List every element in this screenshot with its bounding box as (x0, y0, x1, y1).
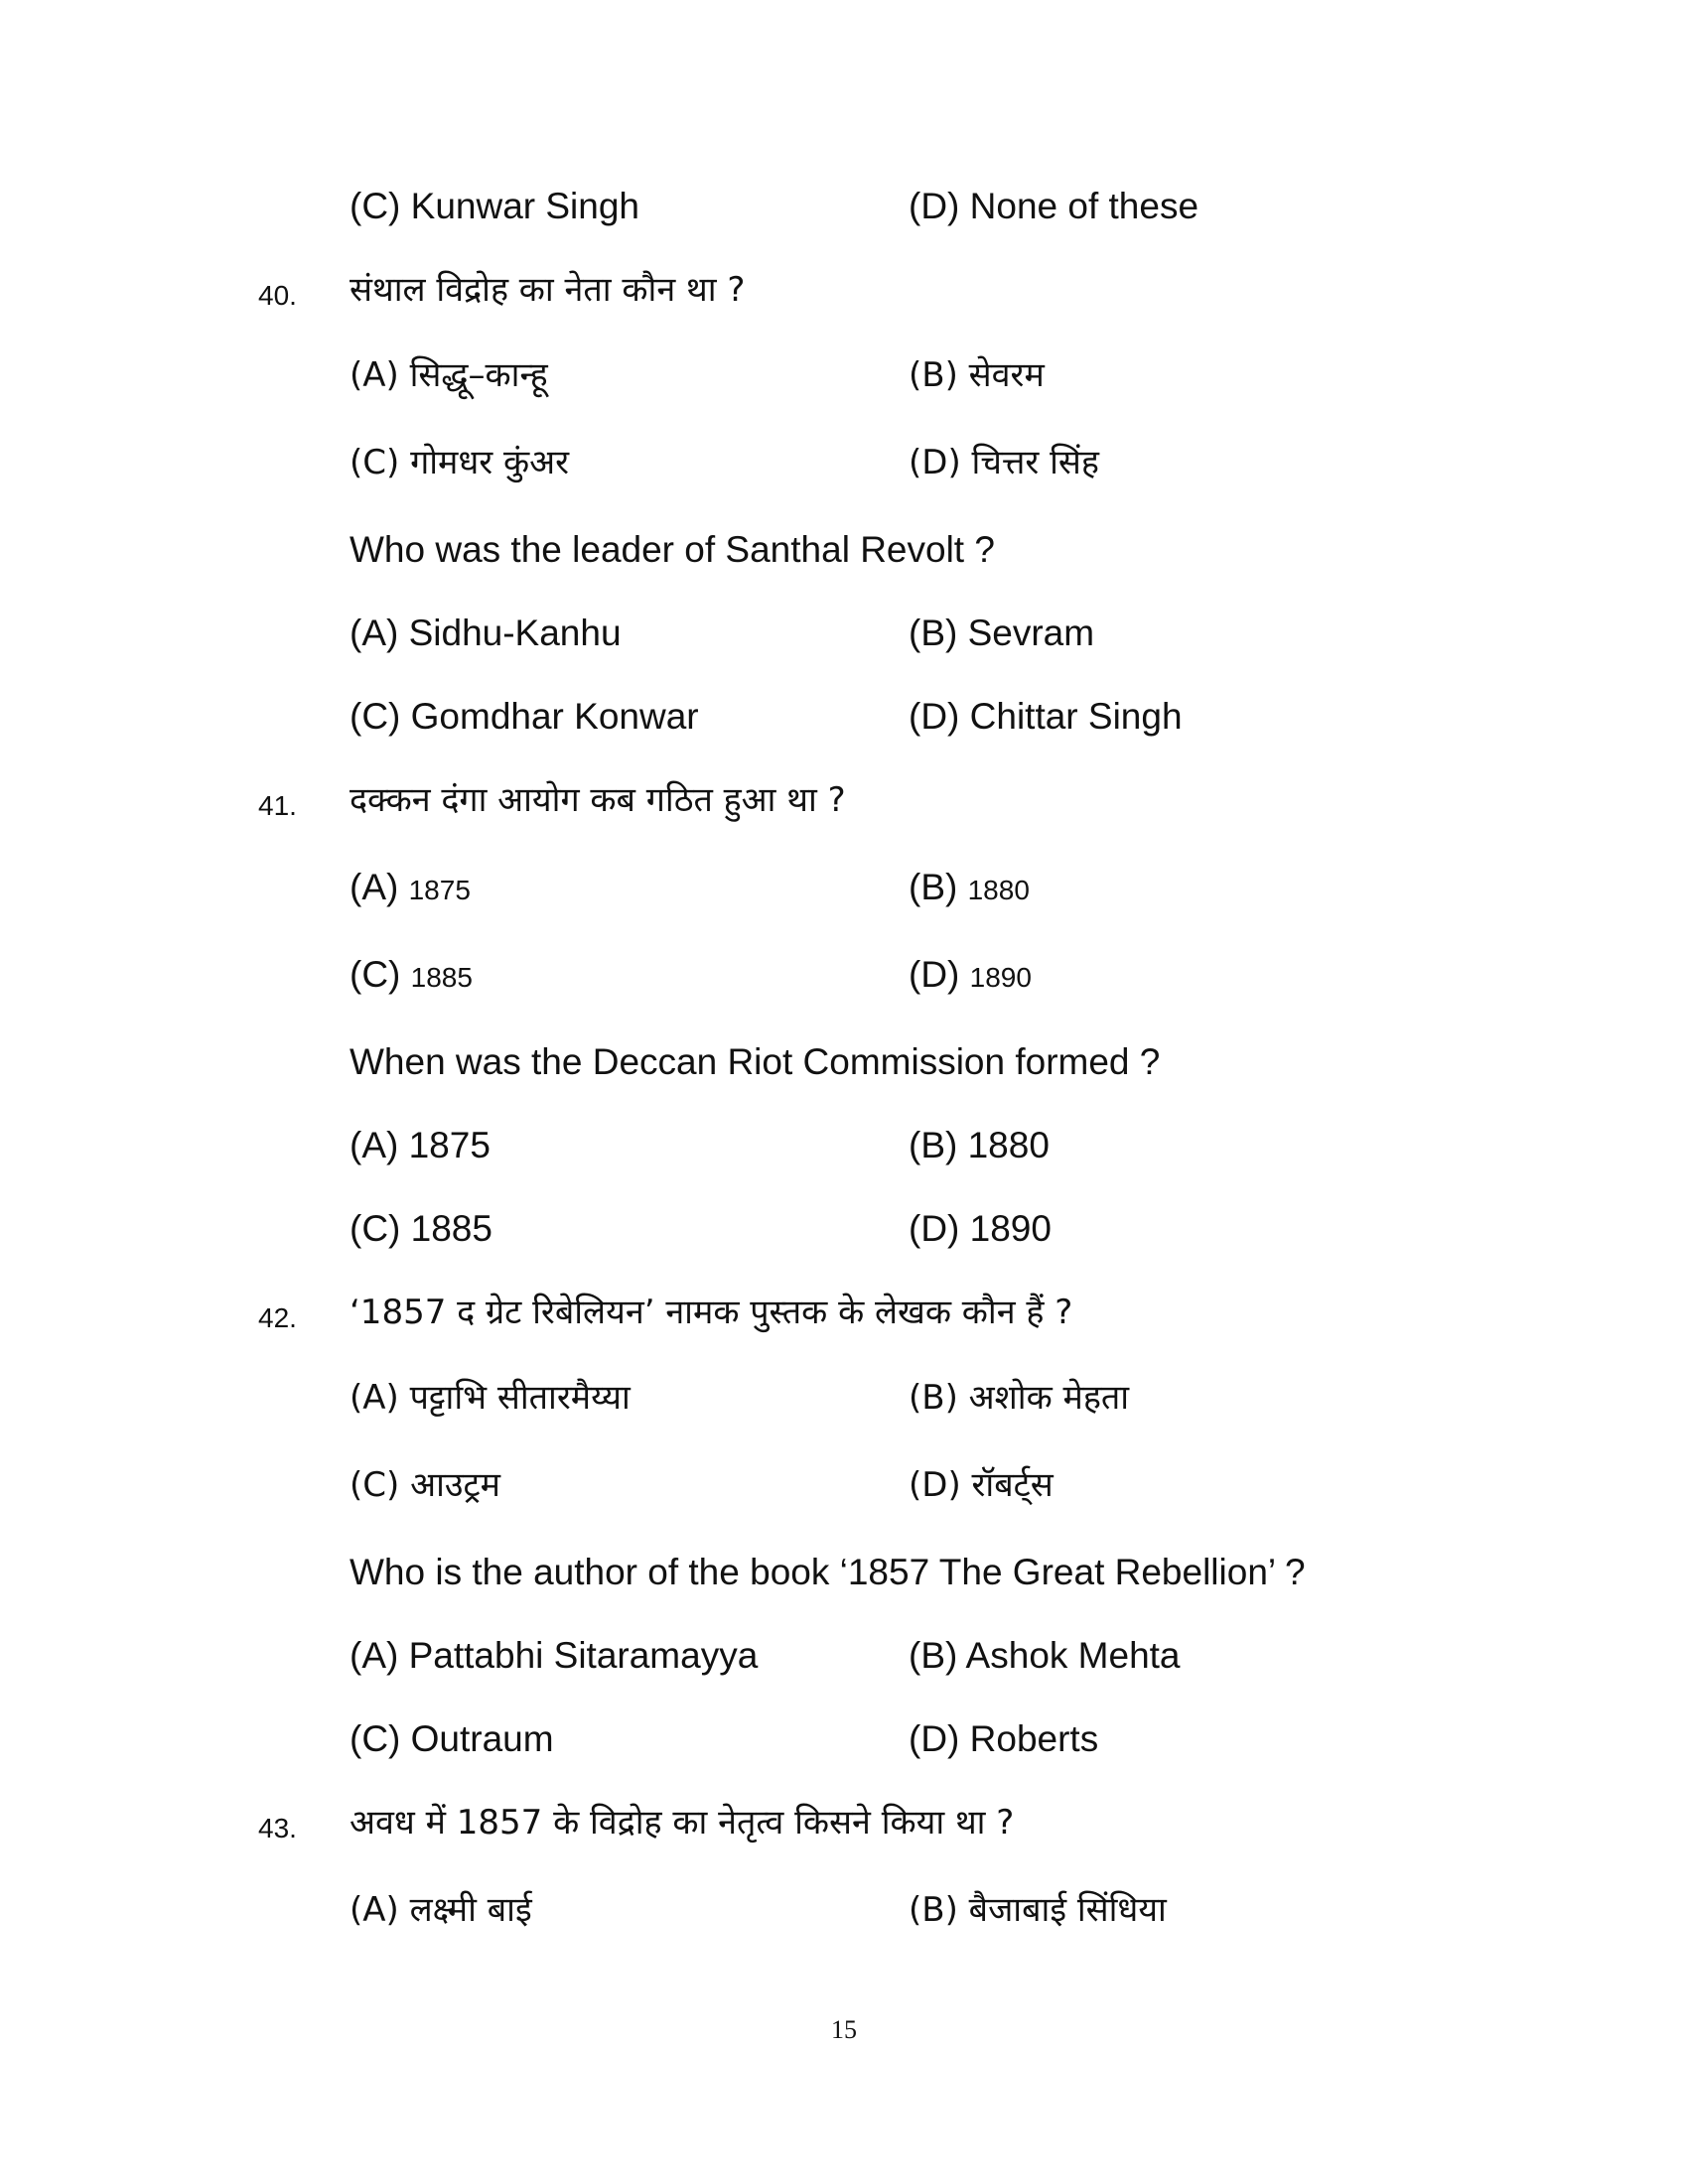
question-40-english-option-a: (A) Sidhu-Kanhu (350, 613, 622, 653)
option-label: (A) (350, 867, 399, 907)
question-43-number: 43. (258, 1813, 297, 1843)
question-40-hindi-option-b: (B) सेवरम (909, 355, 1045, 395)
question-42-hindi: ‘1857 द ग्रेट रिबेलियन’ नामक पुस्तक के लेखक कौन हैं ? (350, 1293, 1073, 1332)
question-43-hindi-option-b: (B) बैजाबाई सिंधिया (909, 1890, 1167, 1930)
question-41-hindi: दक्कन दंगा आयोग कब गठित हुआ था ? (350, 780, 846, 820)
question-42-english-option-a: (A) Pattabhi Sitaramayya (350, 1635, 759, 1676)
question-41-number: 41. (258, 790, 297, 821)
question-41-english: When was the Deccan Riot Commission formed ? (350, 1041, 1161, 1082)
question-40-english: Who was the leader of Santhal Revolt ? (350, 529, 995, 570)
question-41-hindi-option-a (350, 866, 471, 912)
question-41-english-option-b: (B) 1880 (909, 1125, 1050, 1165)
option-value: 1885 (410, 962, 473, 993)
option-label: (C) (350, 954, 401, 995)
question-42-english-option-d: (D) Roberts (909, 1718, 1099, 1759)
prev-option-c: (C) Kunwar Singh (350, 186, 640, 226)
option-value: 1890 (969, 962, 1032, 993)
option-label: (D) (909, 954, 960, 995)
question-42-english-option-b: (B) Ashok Mehta (909, 1635, 1181, 1676)
option-value: 1880 (967, 875, 1030, 905)
question-40-hindi: संथाल विद्रोह का नेता कौन था ? (350, 270, 746, 310)
question-42-hindi-option-b: (B) अशोक मेहता (909, 1378, 1130, 1418)
question-40-english-option-c: (C) Gomdhar Konwar (350, 696, 699, 737)
question-41-hindi-option-b (909, 866, 1030, 912)
question-40-hindi-option-d: (D) चित्तर सिंह (909, 443, 1099, 482)
question-42-hindi-option-a: (A) पट्टाभि सीतारमैय्या (350, 1378, 631, 1418)
question-42-english-option-c: (C) Outraum (350, 1718, 554, 1759)
option-label: (B) (909, 867, 958, 907)
question-43-hindi-option-a: (A) लक्ष्मी बाई (350, 1890, 532, 1930)
question-42-english: Who is the author of the book ‘1857 The Great Rebellion’ ? (350, 1552, 1306, 1592)
question-40-hindi-option-c: (C) गोमधर कुंअर (350, 443, 569, 482)
question-42-hindi-option-c: (C) आउट्रम (350, 1465, 500, 1505)
question-40-hindi-option-a: (A) सिद्धू–कान्हू (350, 355, 548, 395)
question-42-hindi-option-d: (D) रॉबर्ट्स (909, 1465, 1054, 1505)
question-40-number: 40. (258, 280, 297, 311)
question-41-english-option-d: (D) 1890 (909, 1208, 1052, 1249)
question-42-number: 42. (258, 1302, 297, 1333)
question-41-english-option-a: (A) 1875 (350, 1125, 491, 1165)
question-41-hindi-option-d (909, 953, 1032, 1000)
question-43-hindi: अवध में 1857 के विद्रोह का नेतृत्व किसने किया था ? (350, 1803, 1015, 1843)
question-40-english-option-d: (D) Chittar Singh (909, 696, 1183, 737)
question-41-english-option-c: (C) 1885 (350, 1208, 492, 1249)
question-40-english-option-b: (B) Sevram (909, 613, 1095, 653)
prev-option-d: (D) None of these (909, 186, 1199, 226)
option-value: 1875 (408, 875, 471, 905)
page-number: 15 (831, 2015, 857, 2044)
question-41-hindi-option-c (350, 953, 473, 1000)
